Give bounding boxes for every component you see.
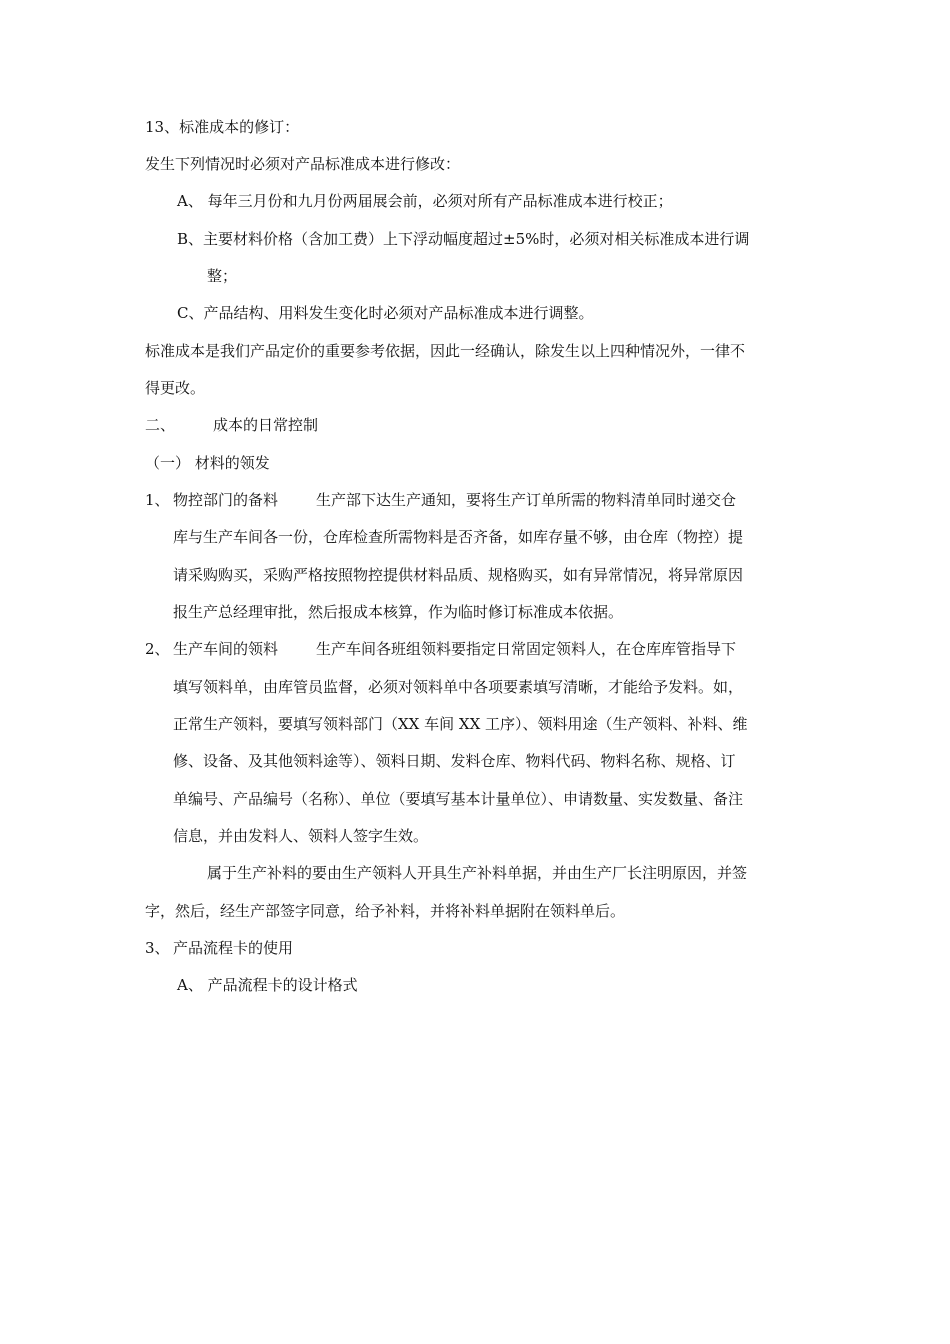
section-2-heading — [145, 415, 318, 435]
item-a: A、 每年三月份和九月份两届展会前，必须对所有产品标准成本进行校正； — [177, 192, 673, 210]
point-2-line-4: 修、设备、及其他领料途等）、领料日期、发料仓库、物料代码、物料名称、规格、订 — [173, 752, 736, 770]
point-2-line-6: 信息，并由发料人、领料人签字生效。 — [173, 827, 429, 845]
item-b-line-2: 整； — [207, 267, 238, 285]
point-1-number: 1、 — [145, 491, 170, 509]
section-13-title: 13、标准成本的修订： — [145, 118, 300, 136]
point-1-line-4: 报生产总经理审批，然后报成本核算，作为临时修订标准成本依据。 — [173, 603, 624, 621]
point-3-item-a: A、 产品流程卡的设计格式 — [177, 976, 358, 994]
point-2-line-2: 填写领料单，由库管员监督，必须对领料单中各项要素填写清晰，才能给予发料。如， — [173, 678, 744, 696]
subsection-1-heading: （一） 材料的领发 — [145, 454, 270, 472]
point-3-number: 3、 — [145, 939, 170, 957]
paragraph-line-1: 标准成本是我们产品定价的重要参考依据，因此一经确认，除发生以上四种情况外，一律不 — [145, 342, 746, 360]
section-2-title: 成本的日常控制 — [213, 416, 319, 434]
item-c: C、产品结构、用料发生变化时必须对产品标准成本进行调整。 — [177, 304, 594, 322]
section-2-number: 二、 — [145, 416, 176, 434]
point-1-label: 物控部门的备料 — [173, 491, 279, 509]
supplement-line-2: 字，然后，经生产部签字同意，给予补料，并将补料单据附在领料单后。 — [145, 902, 626, 920]
point-2-number: 2、 — [145, 640, 170, 658]
point-1-line-3: 请采购购买，采购严格按照物控提供材料品质、规格购买，如有异常情况，将异常原因 — [173, 566, 744, 584]
point-2-label: 生产车间的领料 — [173, 640, 279, 658]
section-13-intro: 发生下列情况时必须对产品标准成本进行修改： — [145, 155, 461, 173]
point-2-line-1 — [145, 639, 736, 659]
point-1-line-1 — [145, 490, 736, 510]
supplement-line-1: 属于生产补料的要由生产领料人开具生产补料单据，并由生产厂长注明原因，并签 — [207, 864, 748, 882]
point-3-heading — [145, 938, 293, 958]
paragraph-line-2: 得更改。 — [145, 379, 206, 397]
point-1-text: 生产部下达生产通知，要将生产订单所需的物料清单同时递交仓 — [316, 491, 737, 509]
point-2-line-3: 正常生产领料，要填写领料部门（XX 车间 XX 工序）、领料用途（生产领料、补料、维 — [173, 715, 748, 733]
point-2-text: 生产车间各班组领料要指定日常固定领料人，在仓库库管指导下 — [316, 640, 737, 658]
point-2-line-5: 单编号、产品编号（名称）、单位（要填写基本计量单位）、申请数量、实发数量、备注 — [173, 790, 744, 808]
point-1-line-2: 库与生产车间各一份，仓库检查所需物料是否齐备，如库存量不够，由仓库（物控）提 — [173, 528, 744, 546]
point-3-label: 产品流程卡的使用 — [173, 939, 294, 957]
item-b-line-1: B、主要材料价格（含加工费）上下浮动幅度超过±5%时，必须对相关标准成本进行调 — [177, 230, 750, 248]
